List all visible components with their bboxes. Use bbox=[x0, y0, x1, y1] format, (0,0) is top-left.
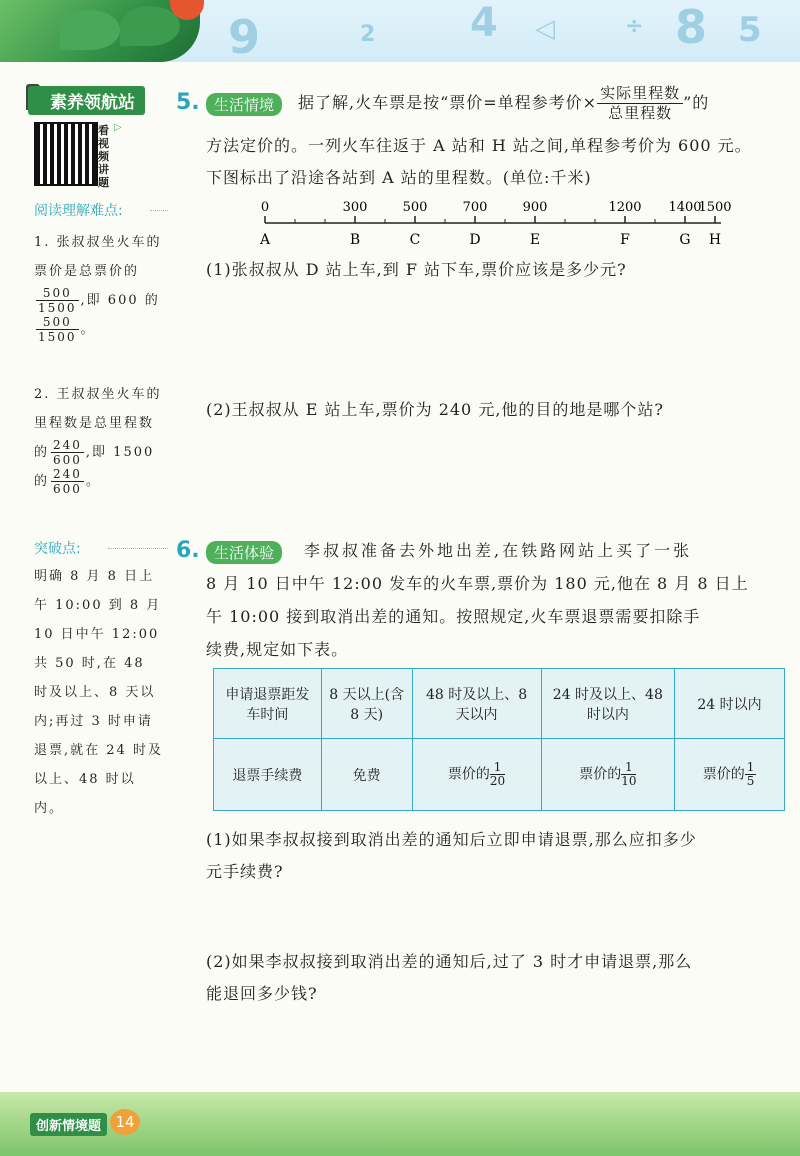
header-digit: 9 bbox=[228, 10, 261, 64]
fraction-denominator: 600 bbox=[53, 482, 82, 496]
station-label: D bbox=[469, 232, 481, 248]
fraction bbox=[51, 467, 84, 496]
leaf-decoration bbox=[120, 6, 180, 46]
life-experience-tag: 生活体验 bbox=[206, 541, 282, 564]
header-digit: 2 bbox=[360, 22, 376, 47]
distance-label: 0 bbox=[260, 200, 270, 215]
q6-line-1: 李叔叔准备去外地出差,在铁路网站上买了一张 bbox=[304, 541, 693, 560]
fraction bbox=[621, 761, 636, 788]
note-1-mid: ,即 600 的 bbox=[80, 293, 160, 308]
q6-subquestion-1-b: 元手续费? bbox=[206, 862, 284, 881]
cell-prefix: 票价的 bbox=[447, 766, 490, 783]
divider bbox=[150, 210, 168, 211]
fraction-numerator: 500 bbox=[36, 315, 79, 330]
fraction-numerator: 实际里程数 bbox=[597, 84, 683, 104]
station-label: F bbox=[620, 232, 630, 248]
fraction bbox=[51, 438, 84, 467]
qr-code-icon[interactable] bbox=[34, 122, 98, 186]
distance-label: 1200 bbox=[608, 200, 642, 215]
footer-tag: 创新情境题 bbox=[30, 1113, 107, 1136]
fraction-denominator: 20 bbox=[489, 774, 506, 788]
triangle-icon: ◁ bbox=[535, 14, 555, 44]
q5-line-1-b: ”的 bbox=[683, 93, 710, 112]
note-1 bbox=[34, 228, 162, 344]
q6-subquestion-2-a: (2)如果李叔叔接到取消出差的通知后,过了 3 时才申请退票,那么 bbox=[206, 952, 693, 971]
table-header-cell: 24 时及以上、48 时以内 bbox=[541, 669, 674, 739]
note-2 bbox=[34, 380, 162, 496]
distance-label: 1400 bbox=[668, 200, 702, 215]
distance-label: 1500 bbox=[698, 200, 732, 215]
table-header-cell: 48 时及以上、8 天以内 bbox=[412, 669, 541, 739]
fraction-numerator: 240 bbox=[53, 438, 82, 452]
fraction bbox=[36, 315, 79, 344]
table-header-cell: 24 时以内 bbox=[675, 669, 785, 739]
note-2-mid: ,即 1500 的 bbox=[34, 445, 155, 489]
life-scenario-tag: 生活情境 bbox=[206, 93, 282, 116]
fraction bbox=[490, 761, 505, 788]
fraction-denominator: 10 bbox=[621, 774, 637, 788]
sidebar-title: 素养领航站 bbox=[28, 86, 145, 115]
distance-number-line bbox=[255, 195, 745, 255]
note-2-prefix: 2. 王叔叔坐火车的里程数是总里程数的 bbox=[34, 387, 162, 460]
fraction-numerator: 1 bbox=[621, 761, 636, 775]
table-cell: 退票手续费 bbox=[214, 739, 322, 811]
note-1-end: 。 bbox=[80, 322, 96, 337]
q6-line-2: 8 月 10 日中午 12:00 发车的火车票,票价为 180 元,他在 8 月 8 日上 bbox=[206, 574, 749, 593]
q5-line-3: 下图标出了沿途各站到 A 站的里程数。(单位:千米) bbox=[206, 168, 592, 187]
q6-line-3: 午 10:00 接到取消出差的通知。按照规定,火车票退票需要扣除手 bbox=[206, 607, 701, 626]
fraction-denominator: 1500 bbox=[38, 301, 77, 315]
distance-label: 900 bbox=[522, 200, 548, 215]
note-2-end: 。 bbox=[85, 474, 101, 489]
cell-prefix: 票价的 bbox=[579, 766, 622, 783]
page-number: 14 bbox=[110, 1109, 140, 1135]
fraction-numerator: 240 bbox=[53, 467, 82, 481]
breakthrough-text: 明确 8 月 8 日上午 10:00 到 8 月 10 日中午 12:00 共 50 时,在 48 时及以上、8 天以内;再过 3 时申请退票,就在 24 时及以上、48 时以内。 bbox=[34, 569, 163, 816]
q6-subquestion-2-b: 能退回多少钱? bbox=[206, 984, 318, 1003]
refund-fee-table bbox=[213, 668, 785, 811]
cell-prefix: 票价的 bbox=[702, 766, 745, 783]
table-cell bbox=[541, 739, 674, 811]
station-label: A bbox=[259, 232, 271, 248]
breakthrough-heading: 突破点: bbox=[34, 541, 81, 557]
q5-line-1-a: 据了解,火车票是按“票价=单程参考价× bbox=[298, 93, 598, 112]
station-label: G bbox=[679, 232, 691, 248]
header-digit: 4 bbox=[470, 0, 498, 46]
q5-line-2: 方法定价的。一列火车往返于 A 站和 H 站之间,单程参考价为 600 元。 bbox=[206, 136, 752, 155]
fare-formula-fraction bbox=[597, 84, 683, 123]
divide-icon: ÷ bbox=[625, 14, 644, 39]
table-header-cell: 申请退票距发车时间 bbox=[214, 669, 322, 739]
header-digit: 8 bbox=[675, 0, 708, 54]
station-label: C bbox=[409, 232, 421, 248]
fraction-denominator: 1500 bbox=[38, 330, 77, 344]
header-digit: 5 bbox=[738, 10, 762, 50]
table-cell bbox=[675, 739, 785, 811]
table-row bbox=[214, 739, 785, 811]
q5-subquestion-1: (1)张叔叔从 D 站上车,到 F 站下车,票价应该是多少元? bbox=[206, 260, 627, 279]
note-1-prefix: 1. 张叔叔坐火车的票价是总票价的 bbox=[34, 235, 162, 279]
q6-line-4: 续费,规定如下表。 bbox=[206, 640, 349, 659]
q5-subquestion-2: (2)王叔叔从 E 站上车,票价为 240 元,他的目的地是哪个站? bbox=[206, 400, 664, 419]
distance-label: 500 bbox=[402, 200, 428, 215]
play-icon: ▷ bbox=[114, 122, 122, 133]
fraction-numerator: 1 bbox=[746, 760, 755, 774]
fraction-numerator: 500 bbox=[36, 286, 79, 301]
reading-difficulty-heading: 阅读理解难点: bbox=[34, 203, 123, 219]
fraction-denominator: 5 bbox=[746, 774, 755, 788]
fraction bbox=[36, 286, 79, 315]
table-cell bbox=[412, 739, 541, 811]
table-cell: 免费 bbox=[321, 739, 412, 811]
fraction-denominator: 总里程数 bbox=[608, 104, 673, 122]
qr-label: 看视频讲题 bbox=[98, 124, 109, 189]
table-header-cell: 8 天以上(含 8 天) bbox=[321, 669, 412, 739]
divider bbox=[108, 548, 168, 549]
q5-line-1 bbox=[298, 84, 709, 123]
question-number-5: 5. bbox=[176, 90, 200, 115]
leaf-decoration bbox=[60, 10, 120, 50]
q6-subquestion-1-a: (1)如果李叔叔接到取消出差的通知后立即申请退票,那么应扣多少 bbox=[206, 830, 697, 849]
station-label: H bbox=[708, 232, 722, 248]
distance-label: 700 bbox=[462, 200, 488, 215]
question-number-6: 6. bbox=[176, 538, 200, 563]
fraction-denominator: 600 bbox=[53, 453, 82, 467]
distance-label: 300 bbox=[342, 200, 368, 215]
station-label: B bbox=[349, 232, 361, 248]
fraction-numerator: 1 bbox=[490, 761, 505, 775]
table-row bbox=[214, 669, 785, 739]
station-label: E bbox=[529, 232, 541, 248]
fraction bbox=[745, 761, 757, 788]
